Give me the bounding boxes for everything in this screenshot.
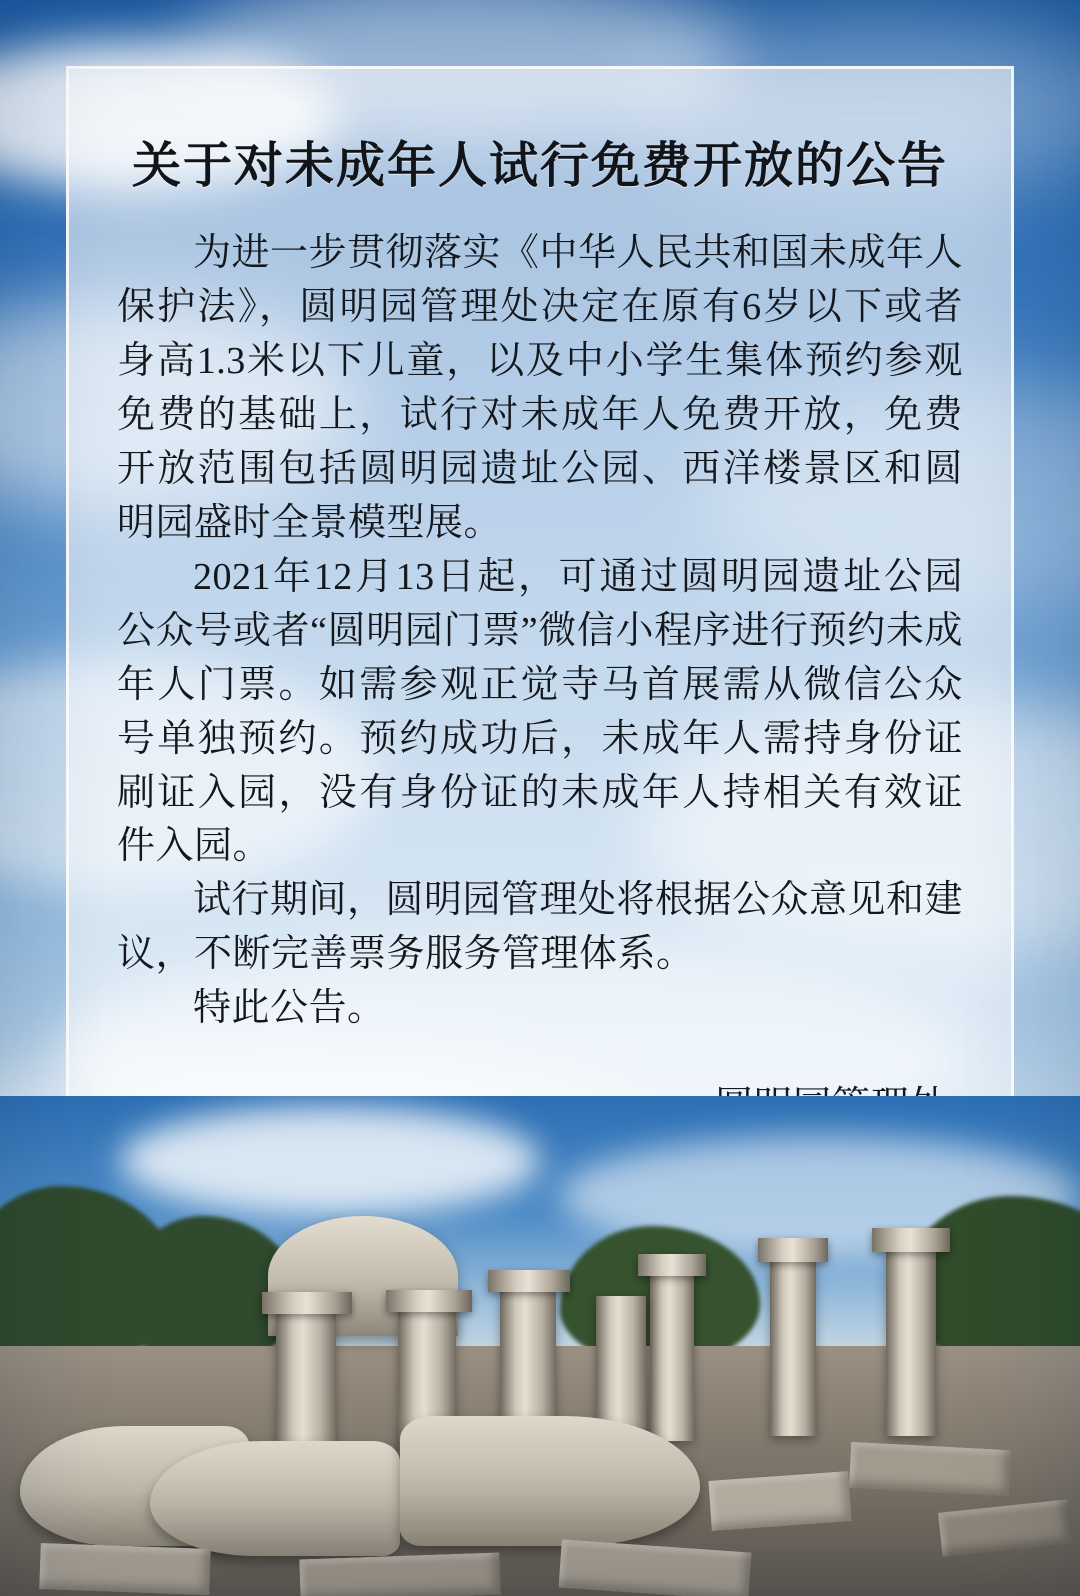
notice-paragraph: 试行期间，圆明园管理处将根据公众意见和建议，不断完善票务服务管理体系。	[117, 879, 964, 976]
rubble-block	[39, 1543, 211, 1595]
column-capital	[638, 1254, 706, 1276]
column-capital	[262, 1292, 352, 1314]
notice-paragraph: 特此公告。	[193, 987, 386, 1030]
column-capital	[386, 1290, 472, 1312]
rubble-block	[708, 1471, 851, 1531]
carved-scroll-stone	[150, 1441, 400, 1556]
stone-column	[650, 1271, 694, 1441]
stone-column	[770, 1256, 816, 1436]
rubble-block	[849, 1442, 1011, 1496]
column-capital	[488, 1270, 570, 1292]
notice-card	[66, 66, 1014, 1106]
cloud-shape	[120, 1106, 540, 1216]
carved-scroll-stone	[400, 1416, 700, 1546]
rubble-block	[299, 1553, 500, 1596]
notice-title: 关于对未成年人试行免费开放的公告	[131, 138, 948, 193]
column-capital	[872, 1228, 950, 1252]
ruins-photograph	[0, 1096, 1080, 1596]
notice-paragraph: 为进一步贯彻落实《中华人民共和国未成年人保护法》，圆明园管理处决定在原有6岁以下或者身高1.3米以下儿童，以及中小学生集体预约参观免费的基础上，试行对未成年人免费开放，免费开放范围包括圆明园遗址公园、西洋楼景区和圆明园盛时全景模型展。	[117, 232, 964, 544]
notice-body	[117, 227, 963, 1036]
column-capital	[758, 1238, 828, 1262]
stone-column	[886, 1246, 936, 1436]
notice-paragraph: 2021年12月13日起，可通过圆明园遗址公园公众号或者“圆明园门票”微信小程序进行预约未成年人门票。如需参观正觉寺马首展需从微信公众号单独预约。预约成功后，未成年人需持身份证刷证入园，没有身份证的未成年人持相关有效证件入园。	[117, 555, 963, 868]
